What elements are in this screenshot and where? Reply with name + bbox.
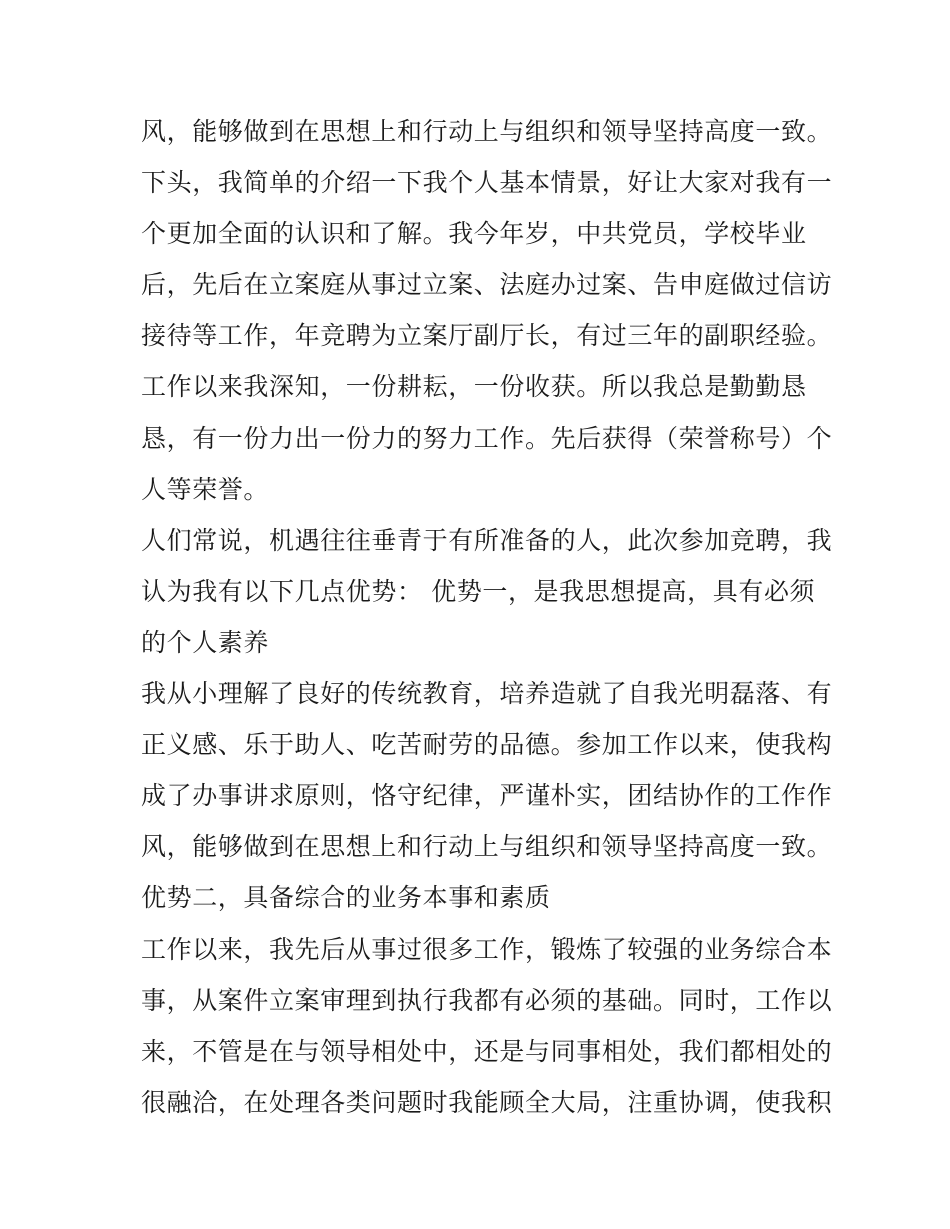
text-line: 风，能够做到在思想上和行动上与组织和领导坚持高度一致。: [141, 117, 833, 146]
text-line: 认为我有以下几点优势： 优势一，是我思想提高，具有必须: [141, 576, 816, 606]
text-line: 优势二，具备综合的业务本事和素质: [141, 883, 551, 913]
text-line: 下头，我简单的介绍一下我个人基本情景，好让大家对我有一: [141, 168, 833, 198]
text-line: 的个人素养: [141, 627, 270, 657]
text-line: 后，先后在立案庭从事过立案、法庭办过案、告申庭做过信访: [141, 270, 833, 300]
text-line: 正义感、乐于助人、吃苦耐劳的品德。参加工作以来，使我构: [141, 730, 833, 760]
text-line: 个更加全面的认识和了解。我今年岁，中共党员，学校毕业: [141, 219, 807, 249]
text-line: 我从小理解了良好的传统教育，培养造就了自我光明磊落、有: [141, 679, 833, 709]
text-line: 成了办事讲求原则，恪守纪律，严谨朴实，团结协作的工作作: [141, 781, 833, 811]
text-line: 人等荣誉。: [141, 474, 270, 504]
text-line: 风，能够做到在思想上和行动上与组织和领导坚持高度一致。: [141, 832, 833, 862]
body-text: [141, 106, 833, 1128]
text-line: 工作以来我深知，一份耕耘，一份收获。所以我总是勤勤恳: [141, 372, 807, 402]
text-line: 接待等工作，年竞聘为立案厅副厅长，有过三年的副职经验。: [141, 321, 833, 351]
text-line: 恳，有一份力出一份力的努力工作。先后获得（荣誉称号）个: [141, 423, 833, 453]
text-line: 工作以来，我先后从事过很多工作，锻炼了较强的业务综合本: [141, 934, 833, 964]
text-line: 来，不管是在与领导相处中，还是与同事相处，我们都相处的: [141, 1036, 833, 1066]
text-line: 事，从案件立案审理到执行我都有必须的基础。同时，工作以: [141, 985, 833, 1015]
text-line: 人们常说，机遇往往垂青于有所准备的人，此次参加竞聘，我: [141, 525, 833, 555]
text-line: 很融洽，在处理各类问题时我能顾全大局，注重协调，使我积: [141, 1087, 833, 1117]
